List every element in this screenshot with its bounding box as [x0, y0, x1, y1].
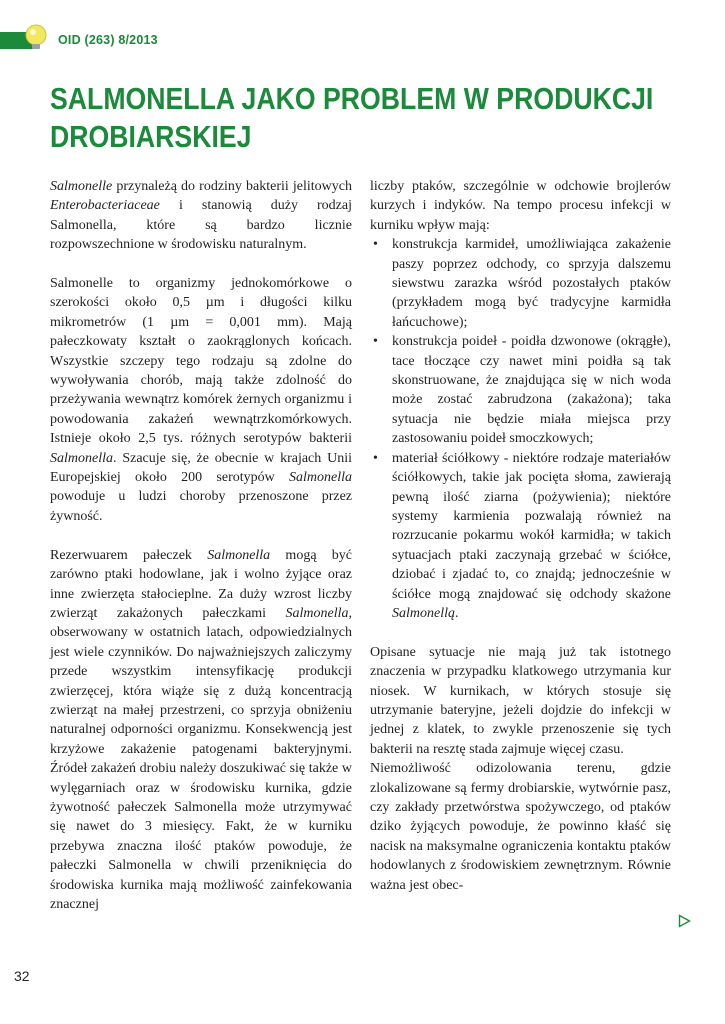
article-title: [50, 80, 654, 156]
paragraph-continuation: liczby ptaków, szczególnie w odchowie brojlerów kurzych i indyków. Na tempo procesu infekcji w kurniku wpływ mają:: [370, 179, 671, 233]
right-column: [370, 177, 671, 895]
lightbulb-logo-icon: [22, 22, 52, 52]
list-item-feeders: • konstrukcja karmideł, umożliwiająca zakażenie paszy poprzez odchody, co sprzyja dalszemu siewstwu zarazka wśród pozostałych ptaków (przykładem mogą być tradycyjne karmidła łańcuchowe);: [370, 235, 671, 332]
paragraph-reservoir: Rezerwuarem pałeczek Salmonella mogą być zarówno ptaki hodowlane, jak i wolno żyjące oraz inne zwierzęta stałocieplne. Za duży wzrost liczby zwierząt zakażonych pałeczkami Salmonella, obserwowany w ostatnich latach, odpowiedzialnych jest wiele czynników. Do najważniejszych zaliczymy przede wszystkim intensyfikację produkcji zwierzęcej, która wiąże się z dużą koncentracją zwierząt na małej przestrzeni, co sprzyja obniżeniu naturalnej odporności organizmu. Konsekwencją jest krzyżowe zakażenie patogenami bakteryjnymi. Źródeł zakażeń drobiu należy doszukiwać się także w wylęgarniach oraz w środowisku kurnika, gdzie żywotność pałeczek Salmonella może utrzymywać się nawet do 3 miesięcy. Fakt, że w kurniku przebywa znaczna ilość ptaków powoduje, że pałeczki Salmonella w chwili przeniknięcia do środowiska kurnika mają możliwość zainfekowania znacznej: [50, 547, 352, 912]
title-line-1: SALMONELLA JAKO PROBLEM W PRODUKCJI: [50, 81, 654, 116]
factor-list: [370, 235, 671, 623]
page-number: 32: [14, 968, 30, 984]
list-item-drinkers: • konstrukcja poideł - poidła dzwonowe (okrągłe), tace tłoczące czy nawet mini poidła są tak skonstruowane, że znajdująca się w nich woda może zostać zabrudzona (zakażona); taka sytuacja nie będzie miała miejsca przy zastosowaniu poideł smoczkowych;: [370, 332, 671, 448]
left-column: [50, 177, 352, 914]
paragraph-cages: Opisane sytuacje nie mają już tak istotnego znaczenia w przypadku klatkowego utrzymania kur niosek. W kurnikach, w których stosuje się utrzymanie bateryjne, jeżeli dojdzie do infekcji w jednej z klatek, to zwykle przenoszenie się tych bakterii na resztę stada zajmuje więcej czasu.: [370, 644, 671, 757]
paragraph-intro: Salmonelle przynależą do rodziny bakterii jelitowych Enterobacteriaceae i stanowią duży rodzaj Salmonella, które są bardzo licznie rozpowszechnione w środowisku naturalnym.: [50, 179, 352, 253]
list-item-litter: • materiał ściółkowy - niektóre rodzaje materiałów ściółkowych, takie jak pocięta słoma, zawierają pewną ilość ziarna (pożywienia); niektóre systemy karmienia pozwalają również na rozrzucanie pokarmu wokół karmidła; w takich sytuacjach ptaki zaczynają grzebać w ściółce, dziobać i zjadać to, co znajdą; jednocześnie w ściółce mogą znajdować się odchody skażone Salmonellą.: [370, 449, 671, 624]
paragraph-organisms: Salmonelle to organizmy jednokomórkowe o szerokości około 0,5 µm i długości kilku mikrometrów (1 µm = 0,001 mm). Mają pałeczkowaty kształt o zaokrąglonych końcach. Wszystkie szczepy tego rodzaju są zdolne do wywoływania chorób, mają także zdolność do przeżywania wewnątrz komórek żernych organizmu i powodowania zakażeń wewnątrzkomórkowych. Istnieje około 2,5 tys. różnych serotypów bakterii Salmonella. Szacuje się, że obecnie w krajach Unii Europejskiej około 200 serotypów Salmonella powoduje u ludzi choroby przenoszone przez żywność.: [50, 276, 352, 524]
paragraph-isolation: Niemożliwość odizolowania terenu, gdzie zlokalizowane są fermy drobiarskie, wytwórnie pasz, czy zakłady przetwórstwa spożywczego, od ptaków dziko żyjących powoduje, że powinno kłaść się nacisk na maksymalne ograniczenia kontaktu ptaków hodowlanych z środowiskiem zewnętrznym. Równie ważna jest obec-: [370, 761, 671, 893]
journal-issue: OID (263) 8/2013: [58, 33, 158, 47]
triangle-right-icon: [678, 914, 691, 928]
title-line-2: DROBIARSKIEJ: [50, 119, 252, 154]
